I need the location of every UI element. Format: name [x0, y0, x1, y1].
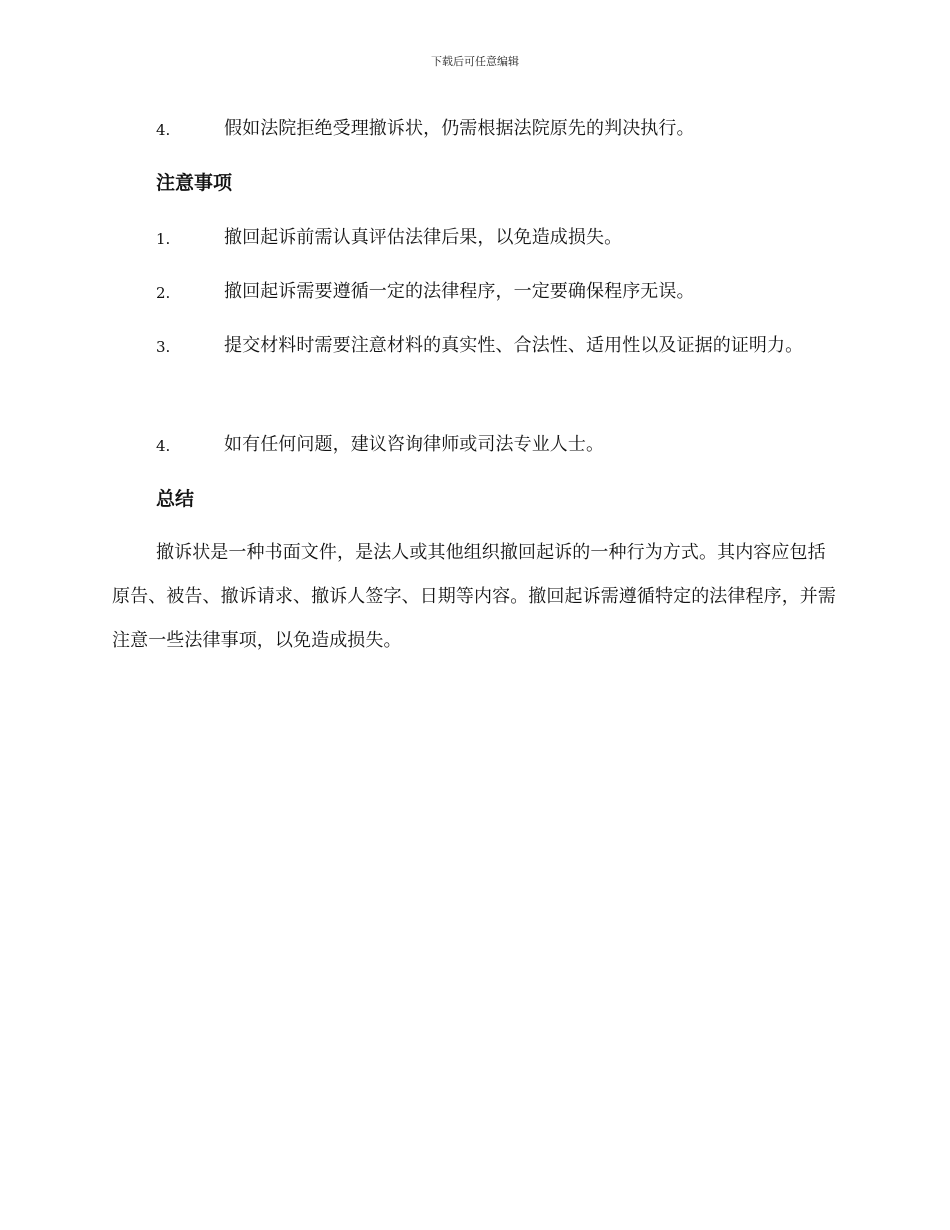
list-item — [112, 335, 838, 368]
section-heading-summary: 总结 — [156, 488, 195, 510]
summary-paragraph: 撤诉状是一种书面文件，是法人或其他组织撤回起诉的一种行为方式。其内容应包括原告、被告、撤诉请求、撤诉人签字、日期等内容。撤回起诉需遵循特定的法律程序，并需注意一些法律事项，以免造成损失。 — [112, 542, 836, 651]
list-item-number: 4. — [156, 121, 171, 139]
list-item — [112, 434, 838, 456]
list-item-text: 撤回起诉前需认真评估法律后果，以免造成损失。 — [224, 227, 623, 248]
list-item — [112, 227, 838, 249]
list-item-text: 如有任何问题，建议咨询律师或司法专业人士。 — [224, 434, 605, 455]
list-item-number: 4. — [156, 437, 171, 455]
section-heading-notes: 注意事项 — [156, 172, 233, 194]
list-item-text: 提交材料时需要注意材料的真实性、合法性、适用性以及证据的证明力。 — [224, 335, 804, 356]
list-item — [112, 118, 838, 140]
list-item-number: 3. — [156, 338, 171, 356]
list-item-number: 1. — [156, 230, 171, 248]
list-item-text: 撤回起诉需要遵循一定的法律程序，一定要确保程序无误。 — [224, 281, 695, 302]
list-item-text: 假如法院拒绝受理撤诉状，仍需根据法院原先的判决执行。 — [224, 118, 695, 139]
list-item — [112, 281, 838, 303]
list-item-number: 2. — [156, 284, 171, 302]
page-header: 下载后可任意编辑 — [431, 55, 519, 68]
